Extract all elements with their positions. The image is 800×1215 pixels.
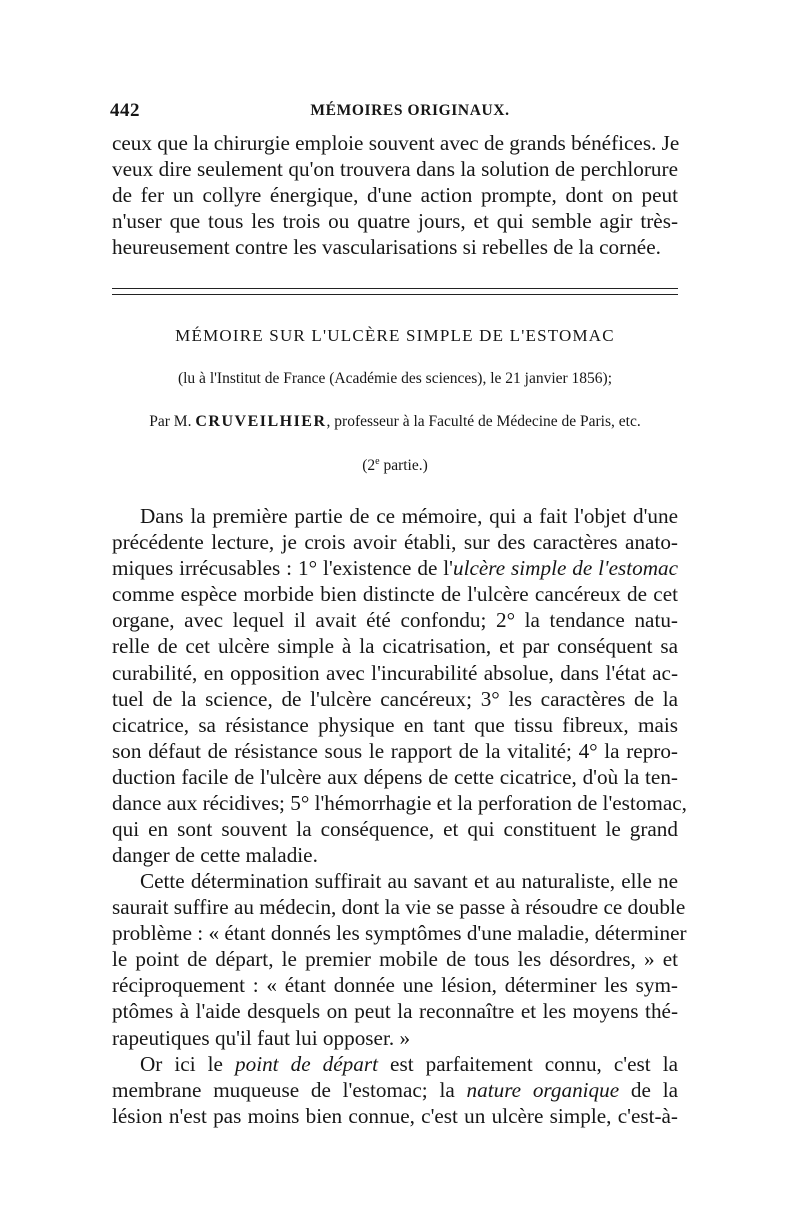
- text-line: de fer un collyre énergique, d'une action prompte, dont on peut: [112, 183, 678, 208]
- text-line: saurait suffire au médecin, dont la vie se passe à résoudre ce double: [112, 895, 686, 920]
- text-line: curabilité, en opposition avec l'incurabilité absolue, dans l'état ac-: [112, 660, 678, 685]
- reading-note: (lu à l'Institut de France (Académie des sciences), le 21 janvier 1856);: [177, 370, 613, 387]
- text-line: comme espèce morbide bien distincte de l'ulcère cancéreux de cet: [112, 582, 678, 607]
- author-prefix: Par M.: [149, 413, 192, 430]
- emphasis: nature organique: [466, 1078, 620, 1103]
- text-line: ceux que la chirurgie emploie souvent avec de grands bénéfices. Je: [112, 131, 680, 155]
- section-rule-top: [112, 288, 678, 289]
- text-line: duction facile de l'ulcère aux dépens de cette cicatrice, d'où la ten-: [112, 764, 678, 789]
- text-line: danger de cette maladie.: [112, 843, 318, 868]
- author-line: [112, 413, 678, 431]
- text-line: qui en sont souvent la conséquence, et qui constituent le grand: [112, 817, 678, 842]
- running-head: [110, 100, 680, 124]
- text-line: organe, avec lequel il avait été confondu; 2° la tendance natu-: [112, 608, 678, 633]
- text-line: dance aux récidives; 5° l'hémorrhagie et la perforation de l'estomac,: [112, 791, 687, 816]
- text-line: heureusement contre les vascularisations si rebelles de la cornée.: [112, 235, 661, 260]
- body-paragraph-1: [112, 503, 687, 868]
- text-line: réciproquement : « étant donnée une lésion, déterminer les sym-: [112, 973, 678, 998]
- part-label: (2e partie.): [362, 456, 428, 475]
- text-line: n'user que tous les trois ou quatre jours, et qui semble agir très-: [112, 209, 678, 234]
- text-line: précédente lecture, je crois avoir établi, sur des caractères anato-: [112, 530, 678, 555]
- text-line: problème : « étant donnés les symptômes d'une maladie, déterminer: [112, 921, 687, 946]
- text-line: veux dire seulement qu'on trouvera dans la solution de perchlorure: [112, 157, 678, 182]
- text-line: lésion n'est pas moins bien connue, c'est un ulcère simple, c'est-à-: [112, 1104, 678, 1129]
- page-number: 442: [110, 100, 140, 121]
- text-line: ptômes à l'aide desquels on peut la reconnaître et les moyens thé-: [112, 999, 678, 1024]
- text-line: le point de départ, le premier mobile de tous les désordres, » et: [112, 947, 678, 972]
- text-line: Dans la première partie de ce mémoire, qui a fait l'objet d'une: [140, 504, 678, 528]
- article-title: MÉMOIRE SUR L'ULCÈRE SIMPLE DE L'ESTOMAC: [175, 326, 615, 345]
- emphasis: ulcère simple de l'estomac: [452, 556, 678, 581]
- author-affiliation: , professeur à la Faculté de Médecine de Paris, etc.: [326, 413, 641, 430]
- text-line: tuel de la science, de l'ulcère cancéreux; 3° les caractères de la: [112, 686, 678, 711]
- text-line: miques irrécusables : 1° l'existence de l'ulcère simple de l'estomac: [112, 556, 678, 581]
- running-title: MÉMOIRES ORIGINAUX.: [310, 102, 510, 119]
- section-rule-bottom: [112, 294, 678, 295]
- text-line: Cette détermination suffirait au savant et au naturaliste, elle ne: [140, 869, 678, 893]
- text-line: cicatrice, sa résistance physique en tant que tissu fibreux, mais: [112, 712, 678, 737]
- author-name: CRUVEILHIER: [195, 413, 327, 430]
- text-line: membrane muqueuse de l'estomac; la nature organique de la: [112, 1078, 679, 1103]
- body-paragraph-2: [112, 868, 687, 1051]
- text-line: relle de cet ulcère simple à la cicatrisation, et par conséquent sa: [112, 634, 678, 659]
- text-line: rapeutiques qu'il faut lui opposer. »: [112, 1025, 411, 1050]
- text-line: Or ici le point de départ est parfaitement connu, c'est la: [140, 1052, 679, 1076]
- text-line: son défaut de résistance sous le rapport de la vitalité; 4° la repro-: [112, 738, 678, 763]
- body-paragraph-3: [112, 1051, 678, 1129]
- emphasis: point de départ: [235, 1052, 378, 1076]
- continuation-paragraph: [112, 130, 678, 260]
